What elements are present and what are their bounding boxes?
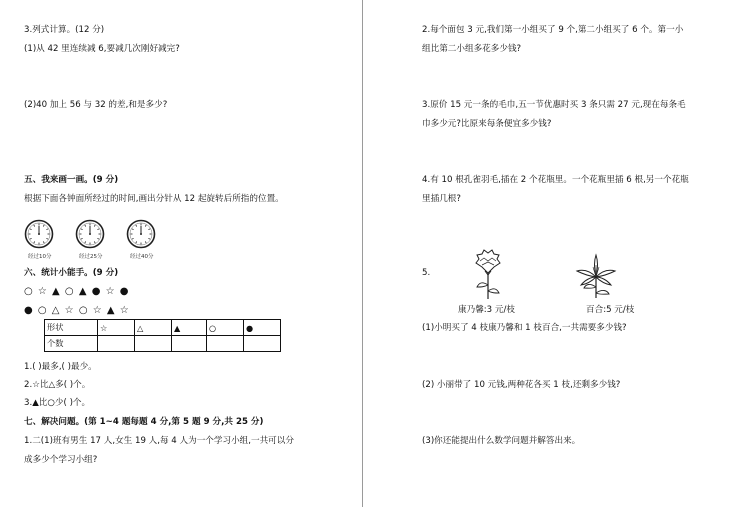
carnation-icon — [470, 249, 506, 301]
clock-caption-1: 经过10分 — [28, 254, 52, 260]
count-input[interactable] — [244, 336, 281, 352]
r-q5-part1: (1)小明买了 4 枝康乃馨和 1 枝百合,一共需要多少钱? — [422, 323, 627, 333]
count-input[interactable] — [172, 336, 207, 352]
table-row-counts — [45, 336, 281, 352]
count-input[interactable] — [98, 336, 135, 352]
clock-icon-3 — [126, 219, 156, 249]
r-q5-part2: (2) 小丽带了 10 元钱,两种花各买 1 枝,还剩多少钱? — [422, 380, 621, 390]
table-cell: ▲ — [172, 320, 207, 336]
table-cell: 形状 — [45, 320, 98, 336]
table-cell: △ — [135, 320, 172, 336]
table-cell: ○ — [207, 320, 244, 336]
r-q5-part3: (3)你还能提出什么数学问题并解答出来。 — [422, 436, 581, 446]
q3-title: 3.列式计算。(12 分) — [24, 25, 105, 35]
stats-table — [44, 319, 281, 352]
r-q2-line2: 组比第二小组多花多少钱? — [422, 44, 522, 54]
section5-title: 五、我来画一画。(9 分) — [24, 175, 119, 185]
lily-price: 百合:5 元/枝 — [586, 305, 635, 315]
table-row-shapes — [45, 320, 281, 336]
clock-icon-2 — [75, 219, 105, 249]
stats-question-3: 3.▲比○少( )个。 — [24, 398, 91, 408]
r-q4-line1: 4.有 10 根孔雀羽毛,插在 2 个花瓶里。一个花瓶里插 6 根,另一个花瓶 — [422, 175, 689, 185]
shape-row-2: ● ○ △ ☆ ○ ☆ ▲ ☆ — [24, 305, 130, 316]
lily-icon — [574, 253, 618, 299]
r-q5-number: 5. — [422, 268, 431, 278]
q3-part1: (1)从 42 里连续减 6,要减几次刚好减完? — [24, 44, 180, 54]
clock-icon-1 — [24, 219, 54, 249]
r-q3-line1: 3.原价 15 元一条的毛巾,五一节优惠时买 3 条只需 27 元,现在每条毛 — [422, 100, 686, 110]
section7-title: 七、解决问题。(第 1~4 题每题 4 分,第 5 题 9 分,共 25 分) — [24, 417, 264, 427]
table-cell: ☆ — [98, 320, 135, 336]
table-cell: ● — [244, 320, 281, 336]
s7-q1-line2: 成多少个学习小组? — [24, 455, 98, 465]
count-input[interactable] — [135, 336, 172, 352]
stats-question-1: 1.( )最多,( )最少。 — [24, 362, 97, 372]
r-q3-line2: 巾多少元?比原来每条便宜多少钱? — [422, 119, 552, 129]
r-q2-line1: 2.每个面包 3 元,我们第一小组买了 9 个,第二小组买了 6 个。第一小 — [422, 25, 684, 35]
section5-instruction: 根据下面各钟面所经过的时间,画出分针从 12 起旋转后所指的位置。 — [24, 194, 284, 204]
r-q4-line2: 里插几根? — [422, 194, 461, 204]
s7-q1-line1: 1.二(1)班有男生 17 人,女生 19 人,每 4 人为一个学习小组,一共可以分 — [24, 436, 294, 446]
count-input[interactable] — [207, 336, 244, 352]
stats-question-2: 2.☆比△多( )个。 — [24, 380, 91, 390]
q3-part2: (2)40 加上 56 与 32 的差,和是多少? — [24, 100, 168, 110]
clock-caption-3: 经过40分 — [130, 254, 154, 260]
section6-title: 六、统计小能手。(9 分) — [24, 268, 119, 278]
shape-row-1: ○ ☆ ▲ ○ ▲ ● ☆ ● — [24, 286, 130, 297]
clock-caption-2: 经过25分 — [79, 254, 103, 260]
carnation-price: 康乃馨:3 元/枝 — [458, 305, 515, 315]
column-divider — [362, 0, 363, 507]
table-cell: 个数 — [45, 336, 98, 352]
